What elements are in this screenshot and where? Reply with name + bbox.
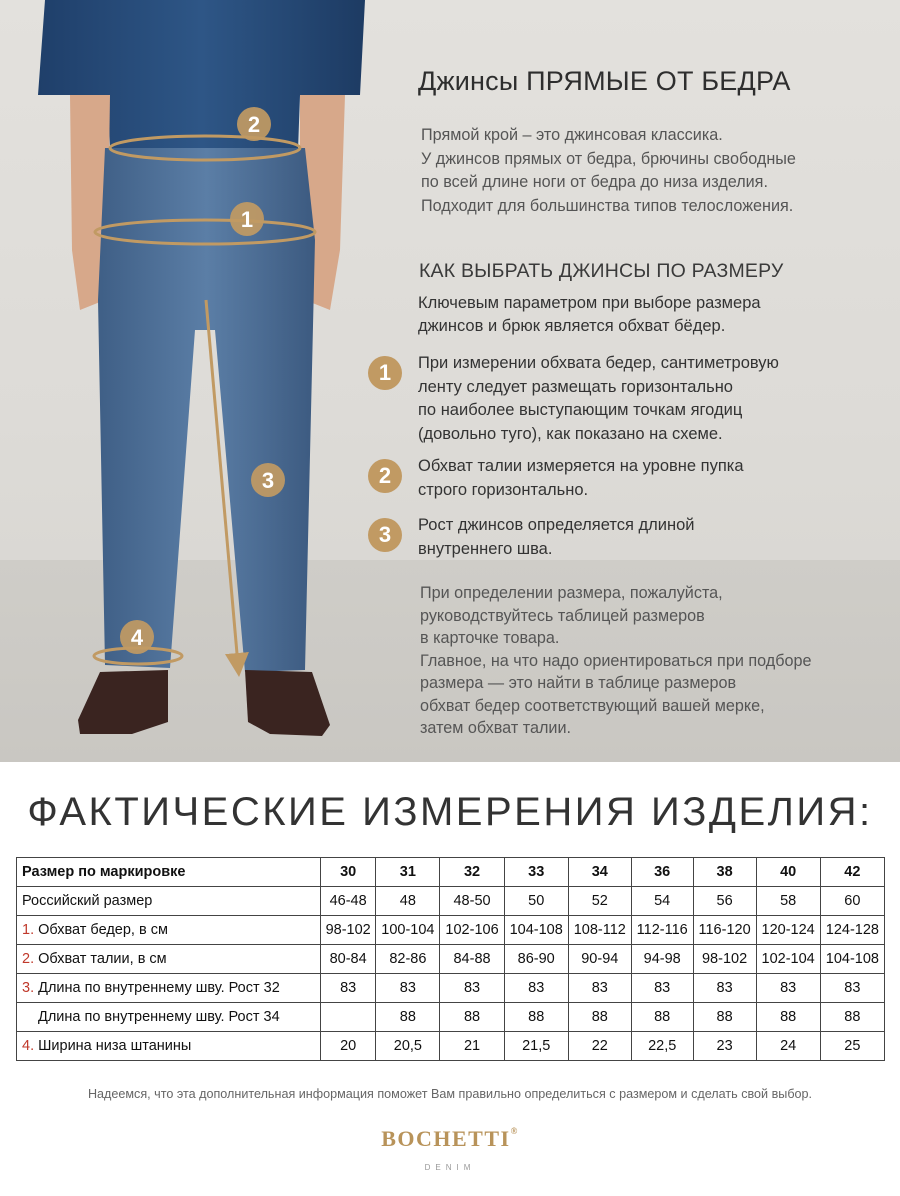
registered-mark: ® [510, 1126, 519, 1136]
row-label [17, 916, 321, 945]
size-header-cell: 33 [504, 858, 568, 887]
row-label-text: Длина по внутреннему шву. Рост 32 [38, 980, 280, 996]
table-row [17, 1032, 885, 1061]
size-header-cell: 31 [376, 858, 440, 887]
table-cell: 124-128 [820, 916, 884, 945]
table-cell: 120-124 [756, 916, 820, 945]
table-cell: 88 [568, 1003, 631, 1032]
table-cell: 88 [820, 1003, 884, 1032]
table-cell: 21,5 [504, 1032, 568, 1061]
step-line: (довольно туго), как показано на схеме. [418, 424, 723, 443]
note-line: руководствуйтесь таблицей размеров [420, 606, 705, 625]
howto-line: джинсов и брюк является обхват бёдер. [418, 317, 726, 335]
table-cell: 98-102 [321, 916, 376, 945]
table-header-row [17, 858, 885, 887]
step-line: по наиболее выступающим точкам ягодиц [418, 401, 743, 419]
marker-4-label: 4 [130, 625, 144, 650]
table-row [17, 887, 885, 916]
table-cell: 88 [376, 1003, 440, 1032]
table-cell: 25 [820, 1032, 884, 1061]
table-cell: 88 [504, 1003, 568, 1032]
size-header-cell: 34 [568, 858, 631, 887]
note-line: размера — это найти в таблице размеров [420, 674, 737, 692]
row-label-text: Российский размер [22, 893, 153, 909]
row-label-text: Длина по внутреннему шву. Рост 34 [38, 1009, 280, 1025]
table-cell: 90-94 [568, 945, 631, 974]
table-cell: 94-98 [631, 945, 693, 974]
table-cell: 80-84 [321, 945, 376, 974]
size-header-cell: 38 [693, 858, 756, 887]
table-cell: 108-112 [568, 916, 631, 945]
note-line: Главное, на что надо ориентироваться при подборе [420, 651, 812, 670]
step-2-text [418, 455, 744, 502]
footer-note: Надеемся, что эта дополнительная информация поможет Вам правильно определиться с размером и сделать свой выбор. [87, 1087, 813, 1101]
table-cell [321, 1003, 376, 1032]
table-cell: 52 [568, 887, 631, 916]
marker-3-label: 3 [261, 468, 275, 493]
table-cell: 46-48 [321, 887, 376, 916]
row-label [17, 945, 321, 974]
header-label: Размер по маркировке [17, 858, 321, 887]
table-row [17, 974, 885, 1003]
table-cell: 83 [756, 974, 820, 1003]
page-title: Джинсы ПРЯМЫЕ ОТ БЕДРА [418, 66, 791, 96]
table-cell: 88 [756, 1003, 820, 1032]
row-label [17, 974, 321, 1003]
row-label-text: Ширина низа штанины [38, 1038, 192, 1054]
step-3-text [418, 514, 694, 561]
table-cell: 83 [440, 974, 504, 1003]
size-header-cell: 30 [321, 858, 376, 887]
table-cell: 98-102 [693, 945, 756, 974]
table-cell: 84-88 [440, 945, 504, 974]
table-cell: 20 [321, 1032, 376, 1061]
row-number: 3. [22, 980, 35, 996]
size-header-cell: 40 [756, 858, 820, 887]
row-label [17, 1032, 321, 1061]
step-line: При измерении обхвата бедер, сантиметровую [418, 354, 779, 372]
table-cell: 24 [756, 1032, 820, 1061]
marker-1-label: 1 [240, 207, 254, 232]
brand-subtitle: DENIM [424, 1163, 476, 1172]
intro-line: Подходит для большинства типов телосложения. [421, 196, 794, 215]
howto-line: Ключевым параметром при выборе размера [418, 294, 761, 312]
table-cell: 83 [376, 974, 440, 1003]
row-number: 2. [22, 951, 35, 967]
table-cell: 100-104 [376, 916, 440, 945]
howto-title: КАК ВЫБРАТЬ ДЖИНСЫ ПО РАЗМЕРУ [419, 260, 784, 282]
step-line: Рост джинсов определяется длиной [418, 516, 695, 534]
note-line: обхват бедер соответствующий вашей мерке, [420, 696, 765, 715]
row-label-text: Обхват бедер, в см [38, 922, 168, 938]
intro-line: Прямой крой – это джинсовая классика. [421, 126, 723, 144]
marker-1-badge [230, 202, 264, 236]
row-label-text: Обхват талии, в см [38, 951, 167, 967]
note-line: При определении размера, пожалуйста, [420, 584, 723, 602]
table-cell: 20,5 [376, 1032, 440, 1061]
size-table [16, 857, 885, 1061]
jeans-shape [98, 148, 315, 672]
note-line: в карточке товара. [420, 629, 560, 647]
table-cell: 83 [820, 974, 884, 1003]
table-cell: 83 [568, 974, 631, 1003]
table-cell: 104-108 [504, 916, 568, 945]
table-cell: 88 [693, 1003, 756, 1032]
marker-3-badge [251, 463, 285, 497]
table-cell: 88 [631, 1003, 693, 1032]
table-cell: 22,5 [631, 1032, 693, 1061]
row-number: 1. [22, 922, 35, 938]
row-label [17, 887, 321, 916]
step-3-badge: 3 [368, 518, 402, 552]
size-header-cell: 36 [631, 858, 693, 887]
note-line: затем обхват талии. [420, 719, 571, 737]
table-cell: 58 [756, 887, 820, 916]
step-line: строго горизонтально. [418, 480, 589, 499]
table-cell: 48 [376, 887, 440, 916]
table-cell: 56 [693, 887, 756, 916]
size-header-cell: 42 [820, 858, 884, 887]
table-cell: 86-90 [504, 945, 568, 974]
table-cell: 60 [820, 887, 884, 916]
table-row [17, 916, 885, 945]
brand-logo [0, 1126, 900, 1152]
table-cell: 102-106 [440, 916, 504, 945]
table-cell: 83 [504, 974, 568, 1003]
step-1-text [418, 352, 779, 446]
table-cell: 116-120 [693, 916, 756, 945]
intro-line: У джинсов прямых от бедра, брючины свободные [421, 149, 796, 168]
table-cell: 88 [440, 1003, 504, 1032]
row-label [17, 1003, 321, 1032]
intro-line: по всей длине ноги от бедра до низа изделия. [421, 173, 768, 191]
table-cell: 83 [693, 974, 756, 1003]
marker-2-label: 2 [247, 112, 261, 137]
step-line: внутреннего шва. [418, 539, 553, 558]
howto-text [418, 292, 761, 338]
marker-4-badge [120, 620, 154, 654]
brand-name: BOCHETTI [381, 1126, 511, 1151]
step-line: Обхват талии измеряется на уровне пупка [418, 457, 744, 475]
table-cell: 82-86 [376, 945, 440, 974]
marker-2-badge [237, 107, 271, 141]
row-number: 4. [22, 1038, 35, 1054]
table-cell: 21 [440, 1032, 504, 1061]
step-line: ленту следует размещать горизонтально [418, 377, 733, 396]
table-cell: 102-104 [756, 945, 820, 974]
table-cell: 83 [631, 974, 693, 1003]
table-cell: 22 [568, 1032, 631, 1061]
measurements-title: ФАКТИЧЕСКИЕ ИЗМЕРЕНИЯ ИЗДЕЛИЯ: [27, 790, 873, 834]
table-row [17, 1003, 885, 1032]
table-cell: 50 [504, 887, 568, 916]
size-header-cell: 32 [440, 858, 504, 887]
step-2-badge: 2 [368, 459, 402, 493]
table-cell: 104-108 [820, 945, 884, 974]
step-1-badge: 1 [368, 356, 402, 390]
right-shoe-shape [245, 670, 330, 736]
table-cell: 48-50 [440, 887, 504, 916]
size-advice-note [420, 582, 812, 740]
table-row [17, 945, 885, 974]
table-cell: 23 [693, 1032, 756, 1061]
table-cell: 54 [631, 887, 693, 916]
table-cell: 112-116 [631, 916, 693, 945]
model-illustration [0, 0, 420, 762]
left-shoe-shape [78, 670, 168, 734]
intro-text [421, 124, 861, 218]
table-cell: 83 [321, 974, 376, 1003]
